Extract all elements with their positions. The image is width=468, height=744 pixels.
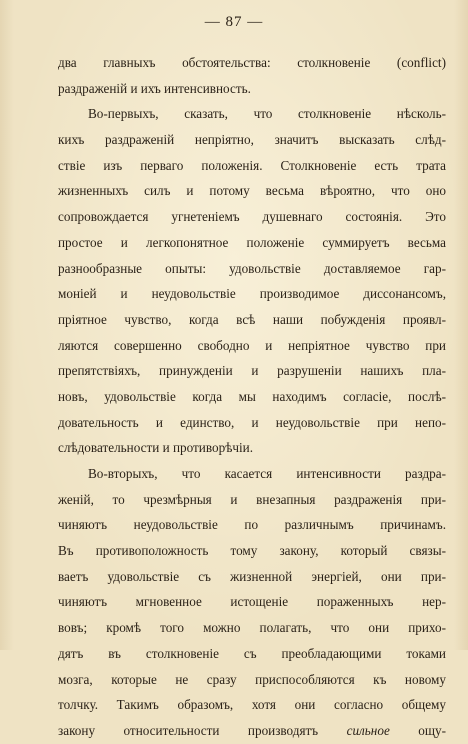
- text-line: чиняютъ мгновенное истощенiе пораженныхъ нер-: [58, 594, 446, 610]
- text-line: раздраженiй и ихъ интенсивность.: [58, 80, 251, 96]
- text-line: монiей и неудовольствiе производимое диссонансомъ,: [58, 286, 446, 302]
- emphasized-word: сильное: [346, 722, 390, 738]
- text-line: довательность и единство, и неудовольствiе при непо-: [58, 414, 446, 430]
- text-line: новъ, удовольствiе когда мы находимъ согласiе, послѣ-: [58, 388, 446, 404]
- text-line-final: [58, 718, 446, 744]
- text-line: Во-первыхъ, сказать, что столкновенiе нѣсколь-: [88, 106, 446, 122]
- text-line: слѣдовательности и противорѣчiи.: [58, 440, 254, 456]
- paragraph: [58, 50, 446, 101]
- text-line: мозга, которые не сразу приспособляются къ новому: [58, 671, 446, 687]
- text-line: жизненныхъ силъ и потому весьма вѣроятно, что оно: [58, 183, 446, 199]
- text-fragment: закону относительности производятъ: [58, 722, 319, 738]
- text-line: Въ противоположность тому закону, который связы-: [58, 543, 446, 559]
- text-line: Во-вторыхъ, что касается интенсивности раздра-: [88, 466, 446, 481]
- text-line: прiятное чувство, когда всѣ наши побужденiя проявл-: [58, 311, 446, 327]
- paragraph: [58, 461, 446, 744]
- text-line: чиняютъ неудовольствiе по различнымъ причинамъ.: [58, 517, 446, 533]
- body-text: [58, 50, 446, 744]
- text-line: кихъ раздраженiй непрiятно, значитъ высказать слѣд-: [58, 132, 446, 148]
- text-line: толчку. Такимъ образомъ, хотя они согласно общему: [58, 697, 446, 713]
- text-line: сопровождается угнетенiемъ душевнаго состоянiя. Это: [58, 209, 446, 225]
- text-line: препятствiяхъ, принужденiи и разрушенiи нашихъ пла-: [58, 363, 446, 379]
- text-line: дятъ въ столкновенiе съ преобладающими токами: [58, 645, 446, 661]
- page-number: — 87 —: [204, 14, 264, 30]
- text-line: вовъ; кромѣ того можно полагать, что они прихо-: [58, 620, 446, 636]
- text-line: два главныхъ обстоятельства: столкновенiе (conflict): [58, 55, 446, 70]
- text-line: разнообразные опыты: удовольствiе доставляемое гар-: [58, 260, 446, 276]
- text-line: женiй, то чрезмѣрныя и внезапныя раздраженiя при-: [58, 491, 446, 507]
- text-line: ствiе изъ перваго положенiя. Столкновенiе есть трата: [58, 157, 446, 173]
- text-fragment: ощу-: [418, 722, 447, 738]
- text-line: ваетъ удовольствiе съ жизненной энергiей, они при-: [58, 568, 446, 584]
- text-line: ляются совершенно свободно и непрiятное чувство при: [58, 337, 446, 353]
- text-line: простое и легкопонятное положенiе суммируетъ весьма: [58, 234, 446, 250]
- paragraph: [58, 101, 446, 461]
